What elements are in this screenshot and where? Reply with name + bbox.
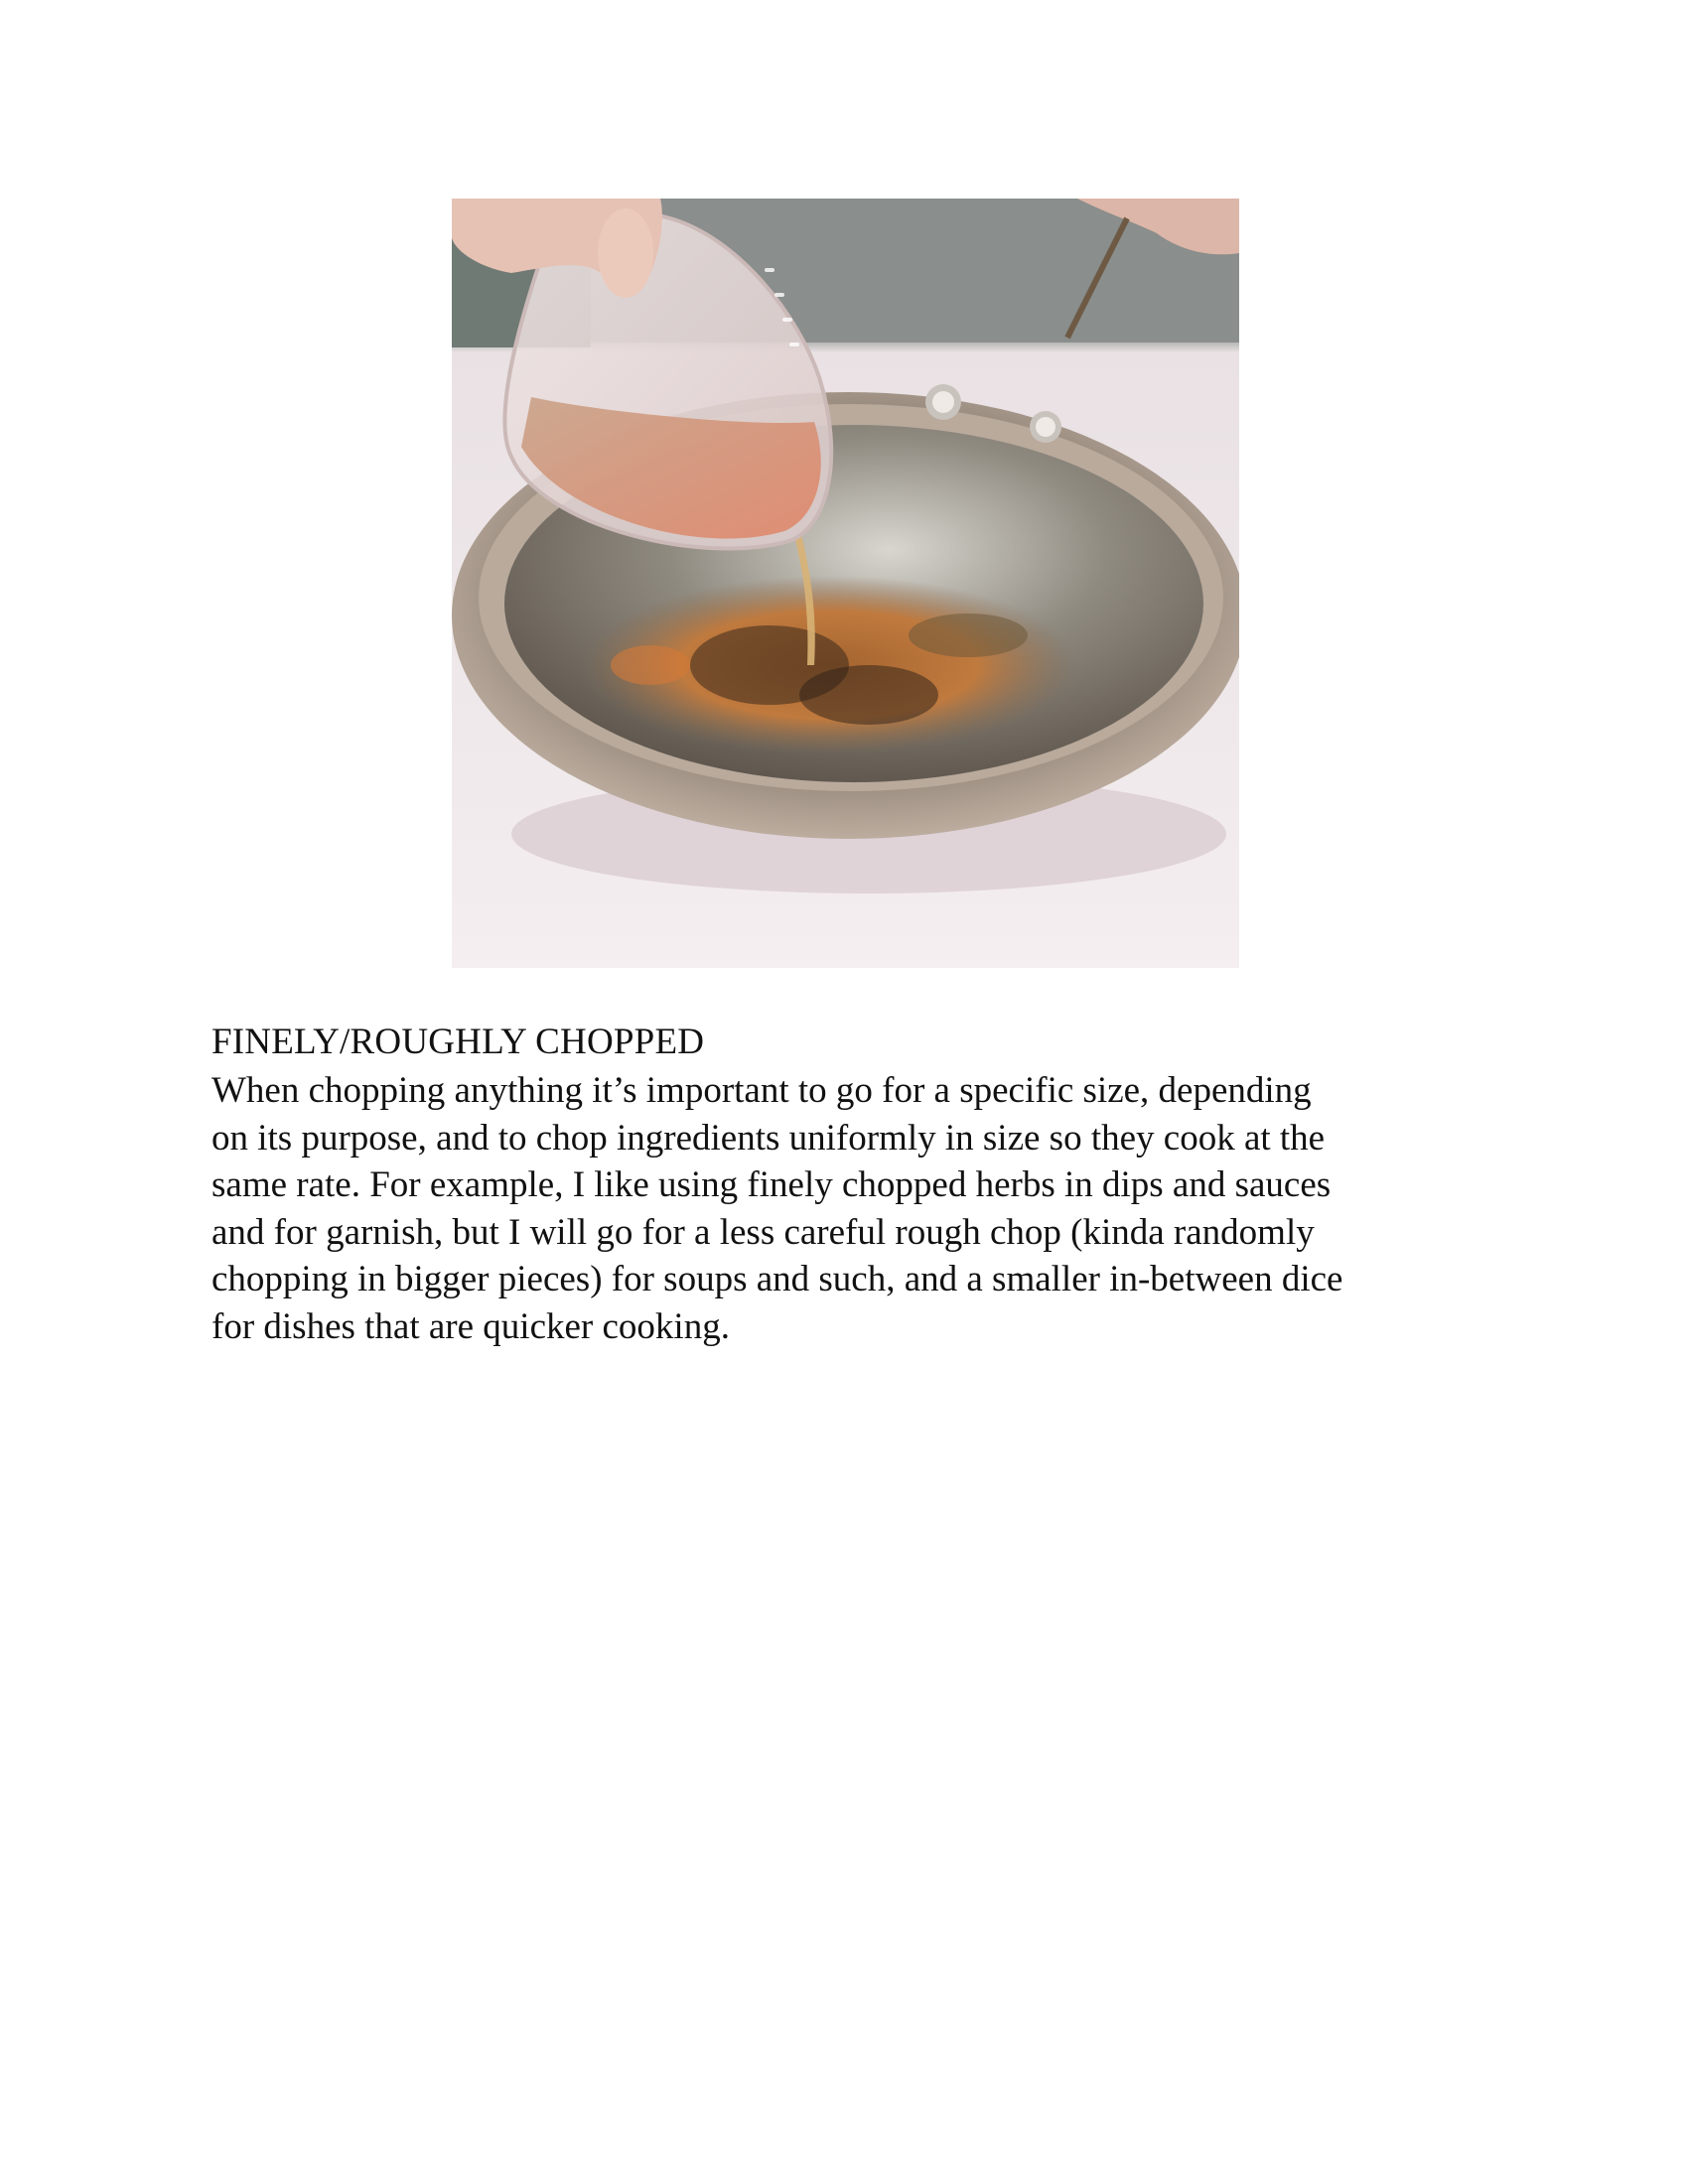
body-line: same rate. For example, I like using finely chopped herbs in dips and sauces [211, 1164, 1332, 1205]
body-paragraph [211, 1067, 1502, 1350]
body-line: and for garnish, but I will go for a less careful rough chop (kinda randomly [211, 1211, 1315, 1253]
pan-deglazing-illustration [452, 199, 1239, 968]
cooking-photo [452, 199, 1239, 968]
section-heading: FINELY/ROUGHLY CHOPPED [211, 1022, 705, 1062]
body-line: on its purpose, and to chop ingredients uniformly in size so they cook at the [211, 1117, 1326, 1159]
body-line: chopping in bigger pieces) for soups and such, and a smaller in-between dice [211, 1259, 1343, 1299]
body-line: for dishes that are quicker cooking. [211, 1305, 730, 1347]
body-line: When chopping anything it’s important to go for a specific size, depending [211, 1070, 1312, 1111]
